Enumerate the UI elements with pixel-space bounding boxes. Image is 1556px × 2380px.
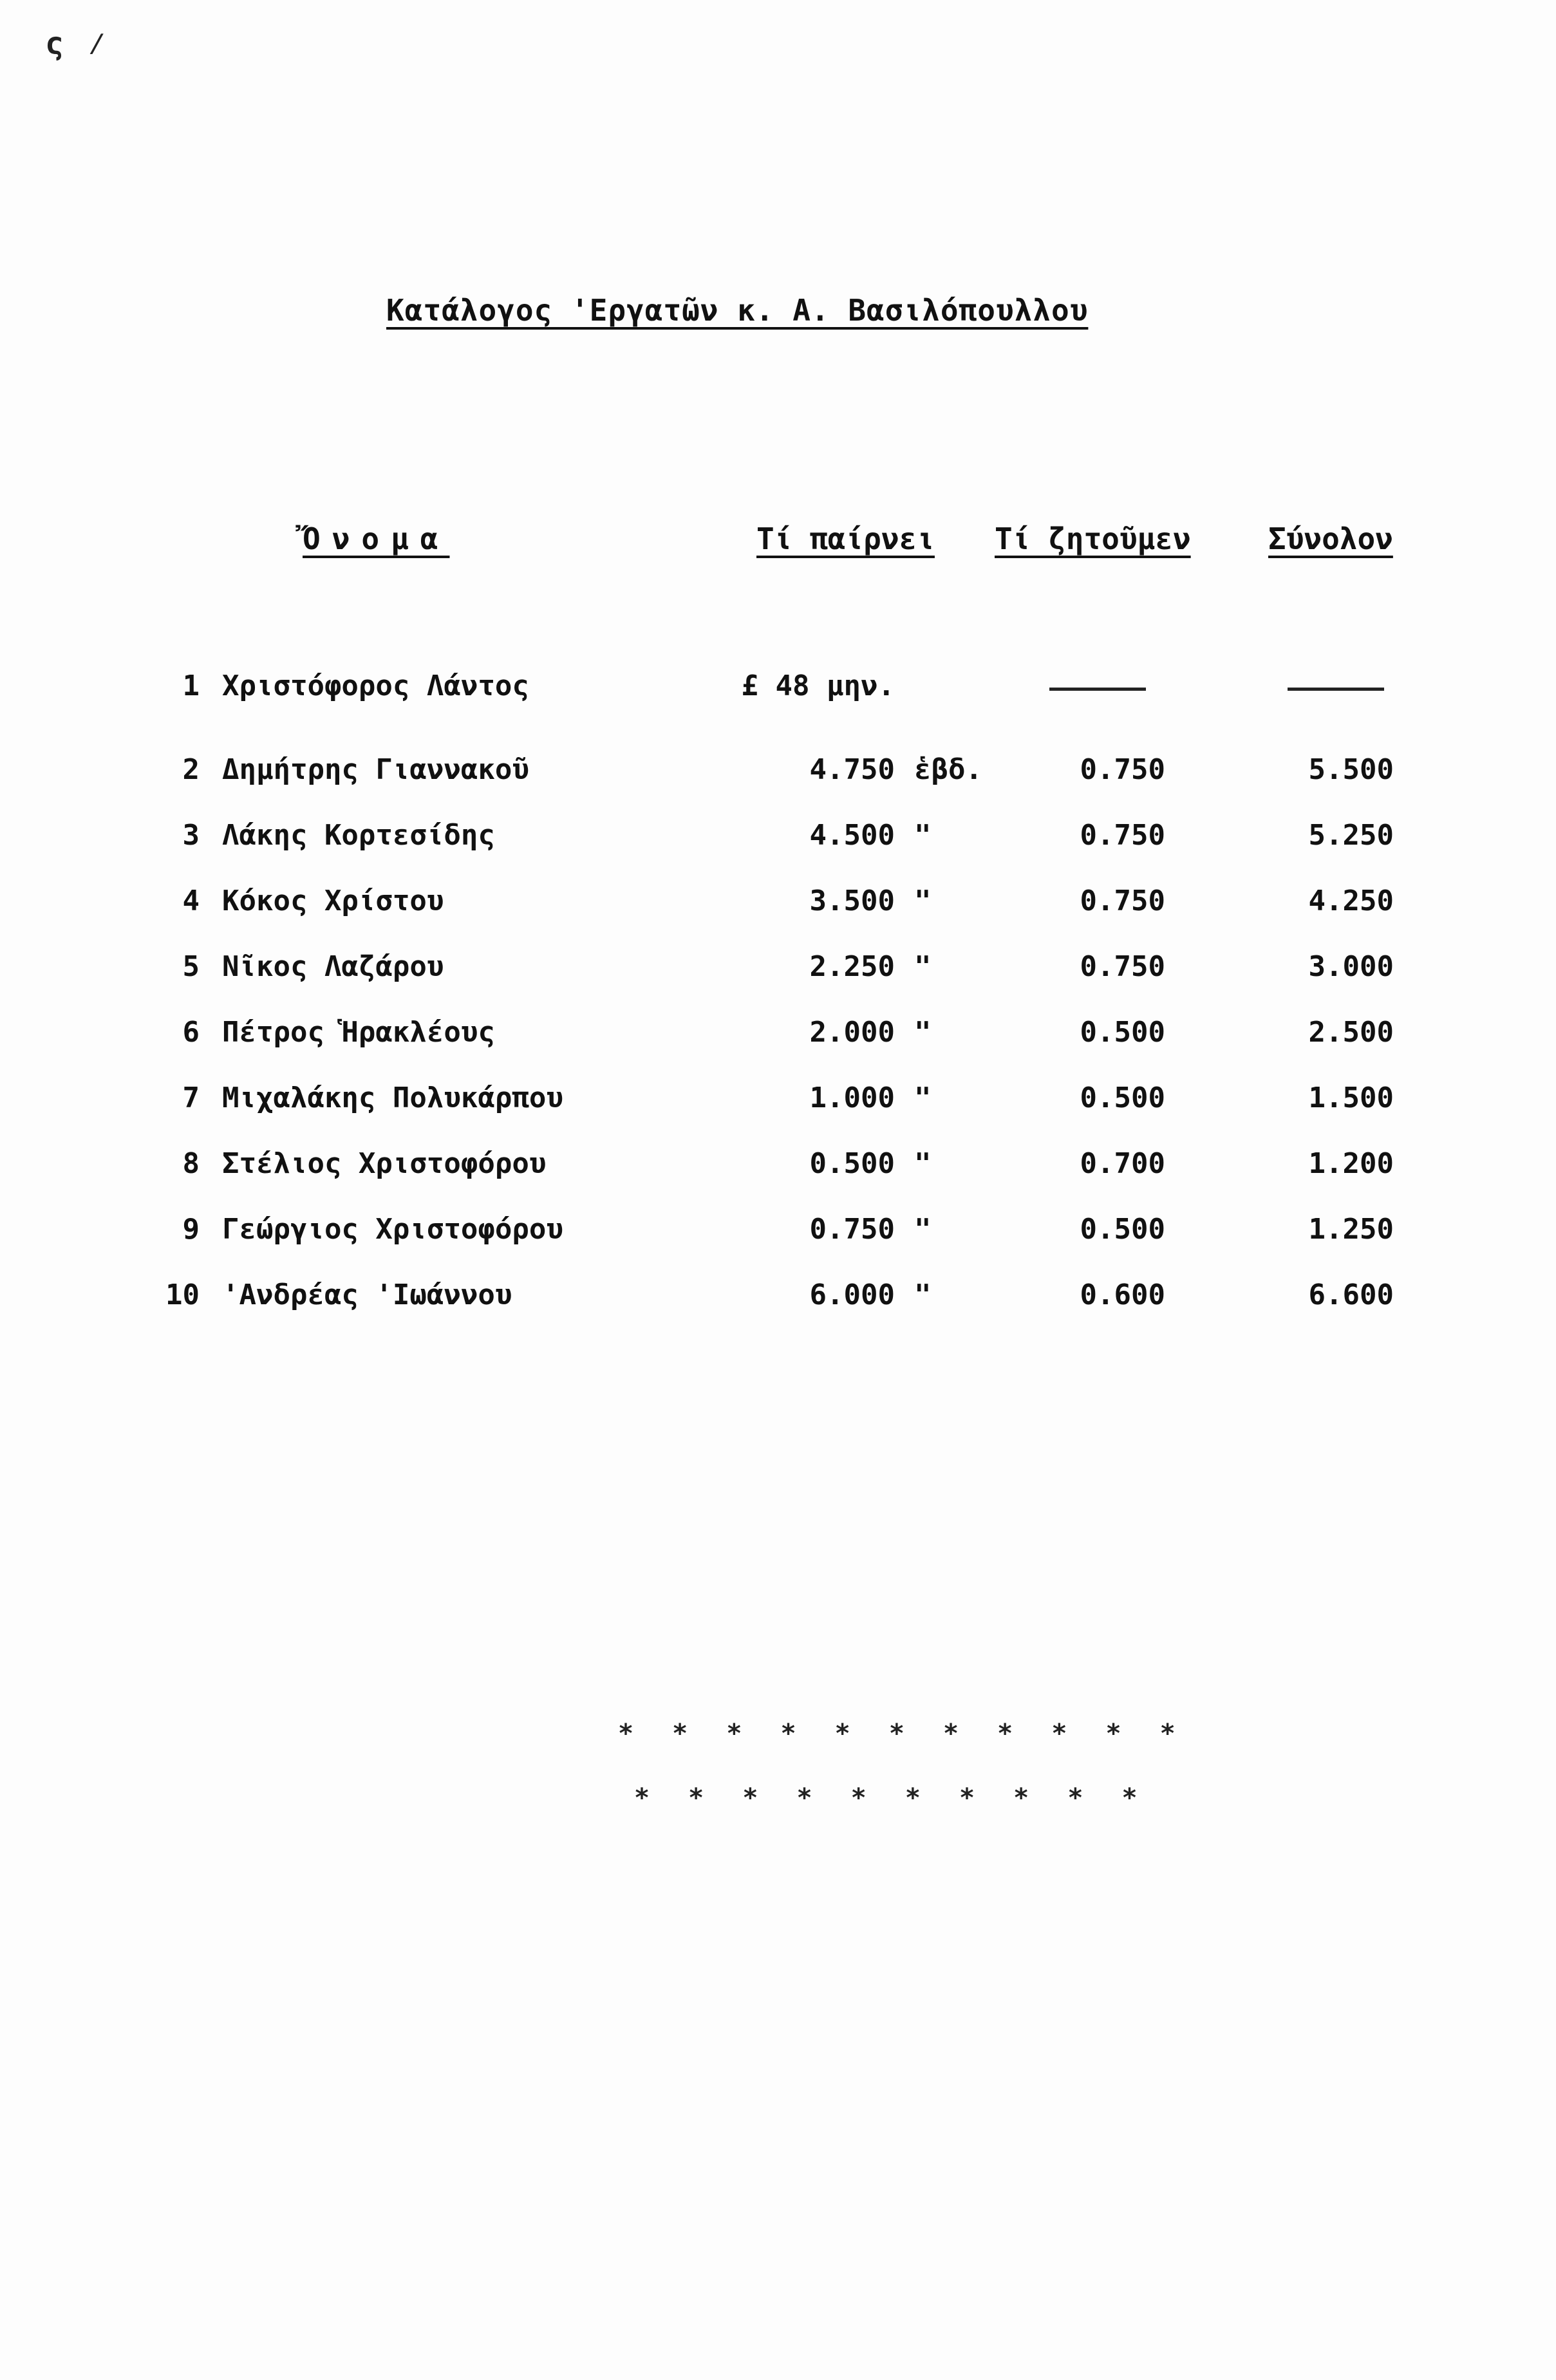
total-pay: 4.250 (1308, 885, 1394, 917)
table-row (0, 753, 1556, 811)
worker-name: Χριστόφορος Λάντος (222, 670, 529, 702)
requested-increase: 0.500 (1080, 1213, 1165, 1246)
table-row (0, 670, 1556, 727)
pay-unit: " (914, 1016, 932, 1049)
current-pay: 6.000 (809, 1279, 895, 1311)
current-pay: £ 48 μην. (741, 670, 895, 702)
pay-unit: " (914, 1279, 932, 1311)
current-pay: 0.500 (809, 1147, 895, 1180)
header-takes: Τί παίρνει (756, 521, 935, 556)
header-name: Ὄνομα (303, 521, 450, 556)
current-pay: 0.750 (809, 1213, 895, 1246)
worker-name: Νῖκος Λαζάρου (222, 950, 444, 983)
pay-unit: " (914, 885, 932, 917)
dash-asks (1049, 688, 1146, 691)
current-pay: 3.500 (809, 885, 895, 917)
row-number: 9 (182, 1213, 200, 1246)
document-title: Κατάλογος 'Εργατῶν κ. Α. Βασιλόπουλλου (386, 293, 1089, 328)
row-number: 10 (165, 1279, 200, 1311)
requested-increase: 0.500 (1080, 1016, 1165, 1049)
worker-name: Πέτρος Ἡρακλέους (222, 1016, 495, 1049)
header-asks: Τί ζητοῦμεν (995, 521, 1191, 556)
total-pay: 6.600 (1308, 1279, 1394, 1311)
table-row (0, 819, 1556, 877)
row-number: 1 (182, 670, 200, 702)
row-number: 6 (182, 1016, 200, 1049)
worker-name: Στέλιος Χριστοφόρου (222, 1147, 547, 1180)
row-number: 5 (182, 950, 200, 983)
requested-increase: 0.750 (1080, 885, 1165, 917)
dash-total (1288, 688, 1384, 691)
row-number: 7 (182, 1082, 200, 1114)
table-row (0, 1147, 1556, 1205)
worker-name: Γεώργιος Χριστοφόρου (222, 1213, 563, 1246)
total-pay: 1.500 (1308, 1082, 1394, 1114)
total-pay: 1.200 (1308, 1147, 1394, 1180)
table-row (0, 1213, 1556, 1271)
table-row (0, 1279, 1556, 1336)
pay-unit: " (914, 1213, 932, 1246)
requested-increase: 0.750 (1080, 753, 1165, 786)
pay-unit: " (914, 1147, 932, 1180)
row-number: 3 (182, 819, 200, 852)
header-total: Σύνολον (1268, 521, 1393, 556)
pay-unit: " (914, 819, 932, 852)
worker-name: Μιχαλάκης Πολυκάρπου (222, 1082, 563, 1114)
separator-stars: * * * * * * * * * * (634, 1783, 1149, 1813)
handwritten-marks: ς ⁄ (45, 26, 109, 62)
total-pay: 5.250 (1308, 819, 1394, 852)
worker-name: Κόκος Χρίστου (222, 885, 444, 917)
row-number: 4 (182, 885, 200, 917)
total-pay: 1.250 (1308, 1213, 1394, 1246)
table-row (0, 1016, 1556, 1074)
current-pay: 2.250 (809, 950, 895, 983)
requested-increase: 0.750 (1080, 950, 1165, 983)
requested-increase: 0.700 (1080, 1147, 1165, 1180)
separator-stars: * * * * * * * * * * * (618, 1719, 1187, 1748)
row-number: 8 (182, 1147, 200, 1180)
total-pay: 2.500 (1308, 1016, 1394, 1049)
table-row (0, 1082, 1556, 1139)
worker-name: Λάκης Κορτεσίδης (222, 819, 495, 852)
table-row (0, 950, 1556, 1008)
requested-increase: 0.750 (1080, 819, 1165, 852)
pay-unit: ἑβδ. (914, 753, 982, 786)
total-pay: 5.500 (1308, 753, 1394, 786)
current-pay: 4.500 (809, 819, 895, 852)
worker-name: 'Ανδρέας 'Ιωάννου (222, 1279, 512, 1311)
current-pay: 2.000 (809, 1016, 895, 1049)
table-row (0, 885, 1556, 942)
pay-unit: " (914, 1082, 932, 1114)
requested-increase: 0.500 (1080, 1082, 1165, 1114)
total-pay: 3.000 (1308, 950, 1394, 983)
worker-name: Δημήτρης Γιαννακοῦ (222, 753, 529, 786)
current-pay: 4.750 (809, 753, 895, 786)
requested-increase: 0.600 (1080, 1279, 1165, 1311)
pay-unit: " (914, 950, 932, 983)
current-pay: 1.000 (809, 1082, 895, 1114)
row-number: 2 (182, 753, 200, 786)
